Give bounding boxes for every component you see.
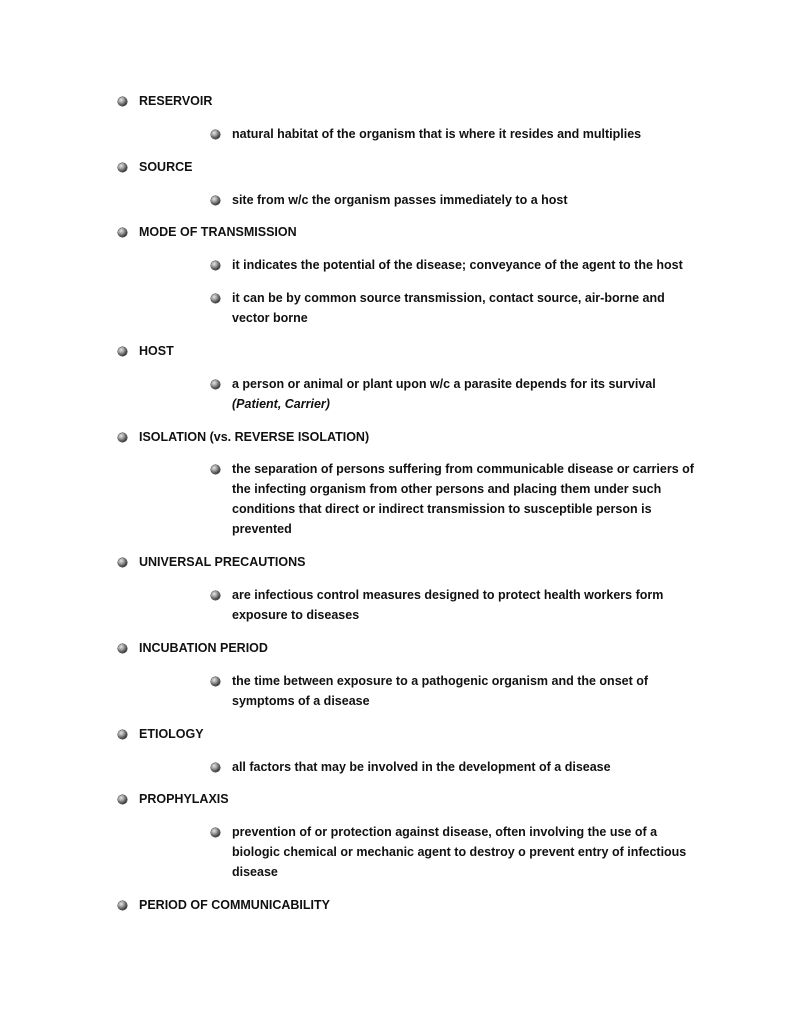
definition-line: prevention of or protection against disease, often involving the use of a [232, 825, 658, 839]
bullet-icon [211, 380, 220, 389]
bullet-icon [211, 294, 220, 303]
definition-line: the time between exposure to a pathogenic organism and the onset of [232, 674, 649, 688]
definition-line: disease [232, 865, 278, 879]
definition-line: a person or animal or plant upon w/c a parasite depends for its survival [232, 377, 656, 391]
bullet-icon [118, 795, 127, 804]
term-heading: RESERVOIR [139, 94, 213, 108]
bullet-icon [211, 130, 220, 139]
definition-line: prevented [232, 522, 292, 536]
term-heading: UNIVERSAL PRECAUTIONS [139, 555, 306, 569]
term-heading: PERIOD OF COMMUNICABILITY [139, 898, 330, 912]
definition-line: (Patient, Carrier) [232, 397, 330, 411]
bullet-icon [118, 163, 127, 172]
bullet-icon [211, 677, 220, 686]
definition-line: symptoms of a disease [232, 694, 370, 708]
definition-line: the separation of persons suffering from communicable disease or carriers of [232, 462, 694, 476]
definition-line: site from w/c the organism passes immediately to a host [232, 193, 568, 207]
bullet-icon [211, 828, 220, 837]
bullet-icon [118, 347, 127, 356]
bullet-icon [211, 591, 220, 600]
definition-line: all factors that may be involved in the development of a disease [232, 760, 611, 774]
bullet-icon [118, 228, 127, 237]
definition-line: the infecting organism from other persons and placing them under such [232, 482, 662, 496]
definition-line: it indicates the potential of the disease; conveyance of the agent to the host [232, 258, 683, 272]
definition-line: conditions that direct or indirect transmission to susceptible person is [232, 502, 652, 516]
term-heading: MODE OF TRANSMISSION [139, 225, 297, 239]
definition-line: are infectious control measures designed to protect health workers form [232, 588, 664, 602]
term-heading: ISOLATION (vs. REVERSE ISOLATION) [139, 430, 370, 444]
definition-line: it can be by common source transmission, contact source, air-borne and [232, 291, 665, 305]
term-heading: PROPHYLAXIS [139, 792, 229, 806]
bullet-icon [211, 261, 220, 270]
bullet-icon [118, 730, 127, 739]
definition-line: vector borne [232, 311, 308, 325]
definition-line: biologic chemical or mechanic agent to destroy o prevent entry of infectious [232, 845, 687, 859]
bullet-icon [118, 901, 127, 910]
definition-line: natural habitat of the organism that is where it resides and multiplies [232, 127, 642, 141]
bullet-icon [118, 644, 127, 653]
bullet-icon [118, 433, 127, 442]
bullet-icon [211, 196, 220, 205]
definition-line: exposure to diseases [232, 608, 360, 622]
bullet-icon [211, 465, 220, 474]
term-heading: SOURCE [139, 160, 193, 174]
bullet-icon [211, 763, 220, 772]
term-heading: ETIOLOGY [139, 727, 204, 741]
term-heading: HOST [139, 344, 174, 358]
term-heading: INCUBATION PERIOD [139, 641, 268, 655]
bullet-icon [118, 558, 127, 567]
bullet-icon [118, 97, 127, 106]
